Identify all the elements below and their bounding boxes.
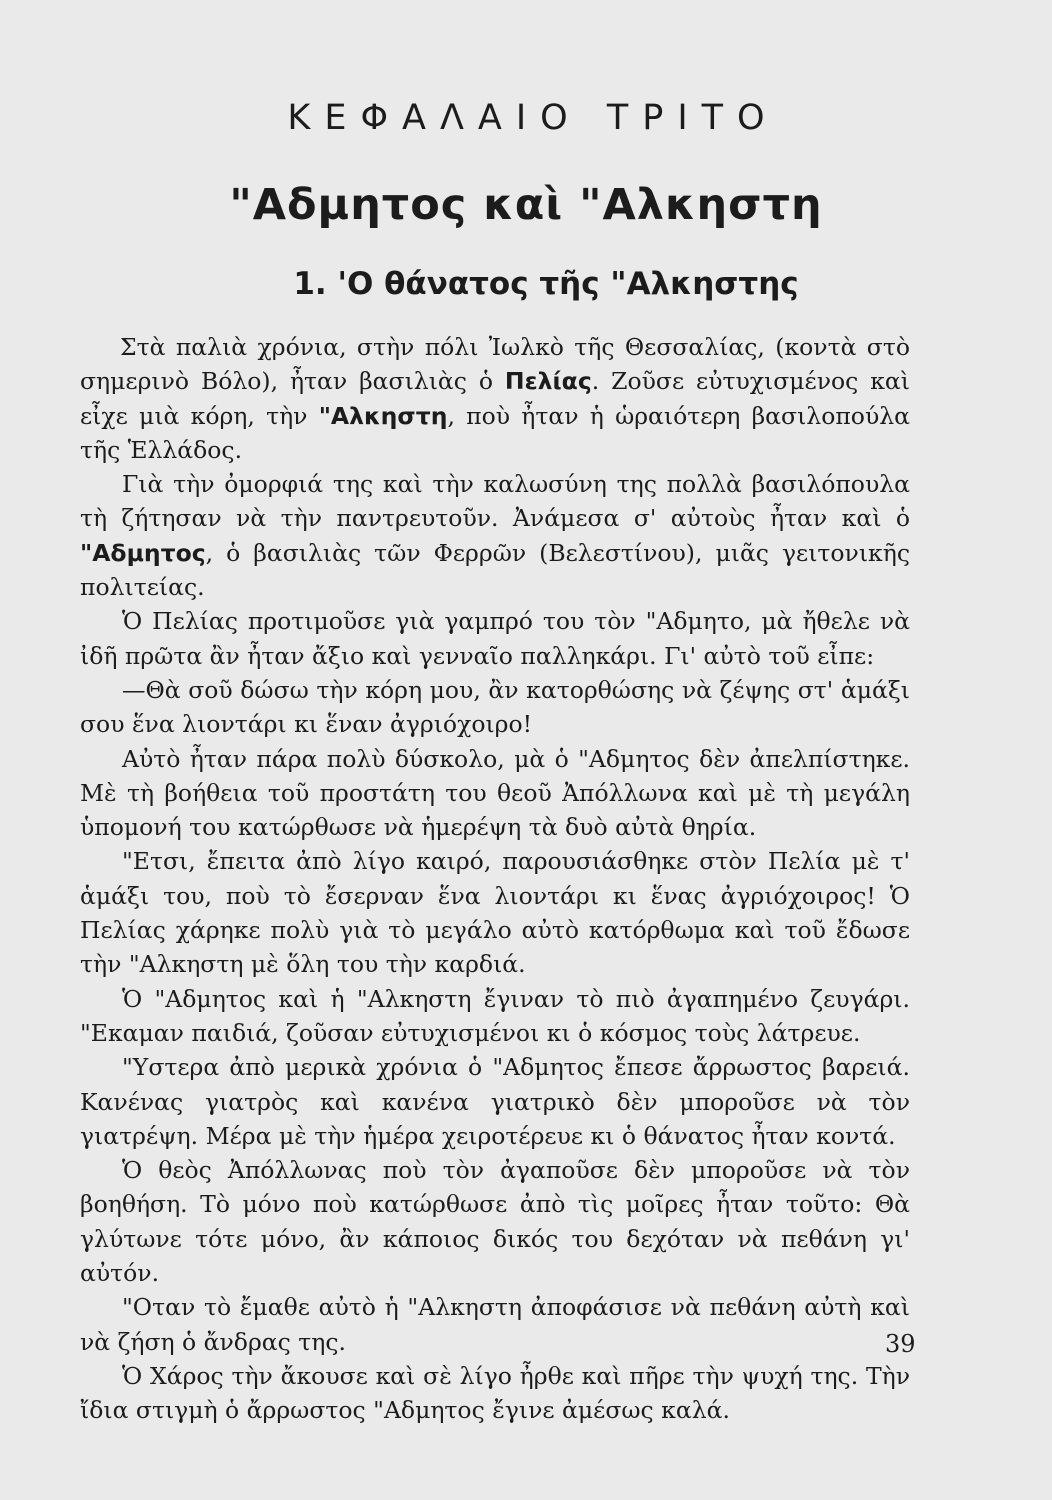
page-title: "Αδμητος καὶ "Αλκηστη [229,180,823,230]
page-number: 39 [885,1330,916,1358]
text-run: , ποὺ ἦταν ἡ ὡραιότερη βασιλοπούλα τῆς Ἑλλάδος. [80,401,910,464]
body-text [80,330,910,1428]
text-run: . Ζοῦσε εὐτυχισμένος καὶ εἶχε μιὰ κόρη, τὴν [80,367,910,430]
paragraph: —Θὰ σοῦ δώσω τὴν κόρη μου, ἂν κατορθώσης νὰ ζέψης στ' ἁμάξι σου ἕνα λιοντάρι κι ἕναν ἀγριόχοιρο! [80,675,910,739]
text-run: Γιὰ τὴν ὀμορφιά της καὶ τὴν καλωσύνη της πολλὰ βασιλόπουλα τὴ ζήτησαν νὰ τὴν παντρευτοῦν. Ἀνάμεσα σ' αὐτοὺς ἦταν καὶ ὁ [80,470,910,533]
paragraph: Ὁ Πελίας προτιμοῦσε γιὰ γαμπρό του τὸν "Αδμητο, μὰ ἤθελε νὰ ἰδῆ πρῶτα ἂν ἦταν ἄξιο καὶ γενναῖο παλληκάρι. Γι' αὐτὸ τοῦ εἶπε: [80,607,910,670]
section-heading: 1. 'Ο θάνατος τῆς "Αλκηστης [293,266,799,302]
paragraph: "Υστερα ἀπὸ μερικὰ χρόνια ὁ "Αδμητος ἔπεσε ἄρρωστος βαρειά. Κανένας γιατρὸς καὶ κανένα γιατρικὸ δὲν μποροῦσε νὰ τὸν γιατρέψη. Μέρα μὲ τὴν ἡμέρα χειροτέρευε κι ὁ θάνατος ἦταν κοντά. [80,1053,910,1150]
paragraph: "Οταν τὸ ἔμαθε αὐτὸ ἡ "Αλκηστη ἀποφάσισε νὰ πεθάνη αὐτὴ καὶ νὰ ζήση ὁ ἄνδρας της. [80,1293,910,1356]
paragraph: Ὁ Χάρος τὴν ἄκουσε καὶ σὲ λίγο ἦρθε καὶ πῆρε τὴν ψυχή της. Τὴν ἴδια στιγμὴ ὁ ἄρρωστος "Αδμητος ἔγινε ἀμέσως καλά. [80,1361,910,1425]
paragraph: Ὁ θεὸς Ἀπόλλωνας ποὺ τὸν ἀγαποῦσε δὲν μποροῦσε νὰ τὸν βοηθήση. Τὸ μόνο ποὺ κατώρθωσε ἀπὸ τὶς μοῖρες ἦταν τοῦτο: Θὰ γλύτωνε τότε μόνο, ἂν κάποιος δικός του δεχόταν νὰ πεθάνη γι' αὐτόν. [80,1156,910,1288]
chapter-label: ΚΕΦΑΛΑΙΟ ΤΡΙΤΟ [287,98,779,138]
bold-name: Πελίας [504,367,592,396]
bold-name: "Αλκηστη [318,401,448,430]
text-run: , ὁ βασιλιὰς τῶν Φερρῶν (Βελεστίνου), μιᾶς γειτονικῆς πολιτείας. [80,538,910,602]
paragraph: Ὁ "Αδμητος καὶ ἡ "Αλκηστη ἔγιναν τὸ πιὸ ἀγαπημένο ζευγάρι. "Εκαμαν παιδιά, ζοῦσαν εὐτυχισμένοι κι ὁ κόσμος τοὺς λάτρευε. [80,984,910,1047]
paragraph: "Ετσι, ἔπειτα ἀπὸ λίγο καιρό, παρουσιάσθηκε στὸν Πελία μὲ τ' ἁμάξι του, ποὺ τὸ ἔσερναν ἕνα λιοντάρι κι ἕνας ἀγριόχοιρος! Ὁ Πελίας χάρηκε πολὺ γιὰ τὸ μεγάλο αὐτὸ κατόρθωμα καὶ τοῦ ἔδωσε τὴν "Αλκηστη μὲ ὅλη του τὴν καρδιά. [80,847,910,979]
paragraph: Αὐτὸ ἦταν πάρα πολὺ δύσκολο, μὰ ὁ "Αδμητος δὲν ἀπελπίστηκε. Μὲ τὴ βοήθεια τοῦ προστάτη του θεοῦ Ἀπόλλωνα καὶ μὲ τὴ μεγάλη ὑπομονή του κατώρθωσε νὰ ἡμερέψη τὰ δυὸ αὐτὰ θηρία. [80,744,910,842]
paragraph [80,330,910,467]
bold-name: "Αδμητος [80,538,206,567]
paragraph [80,467,910,604]
text-run: Στὰ παλιὰ χρόνια, στὴν πόλι Ἰωλκὸ τῆς Θεσσαλίας, (κοντὰ στὸ σημερινὸ Βόλο), ἦταν βασιλιὰς ὁ [80,333,910,396]
